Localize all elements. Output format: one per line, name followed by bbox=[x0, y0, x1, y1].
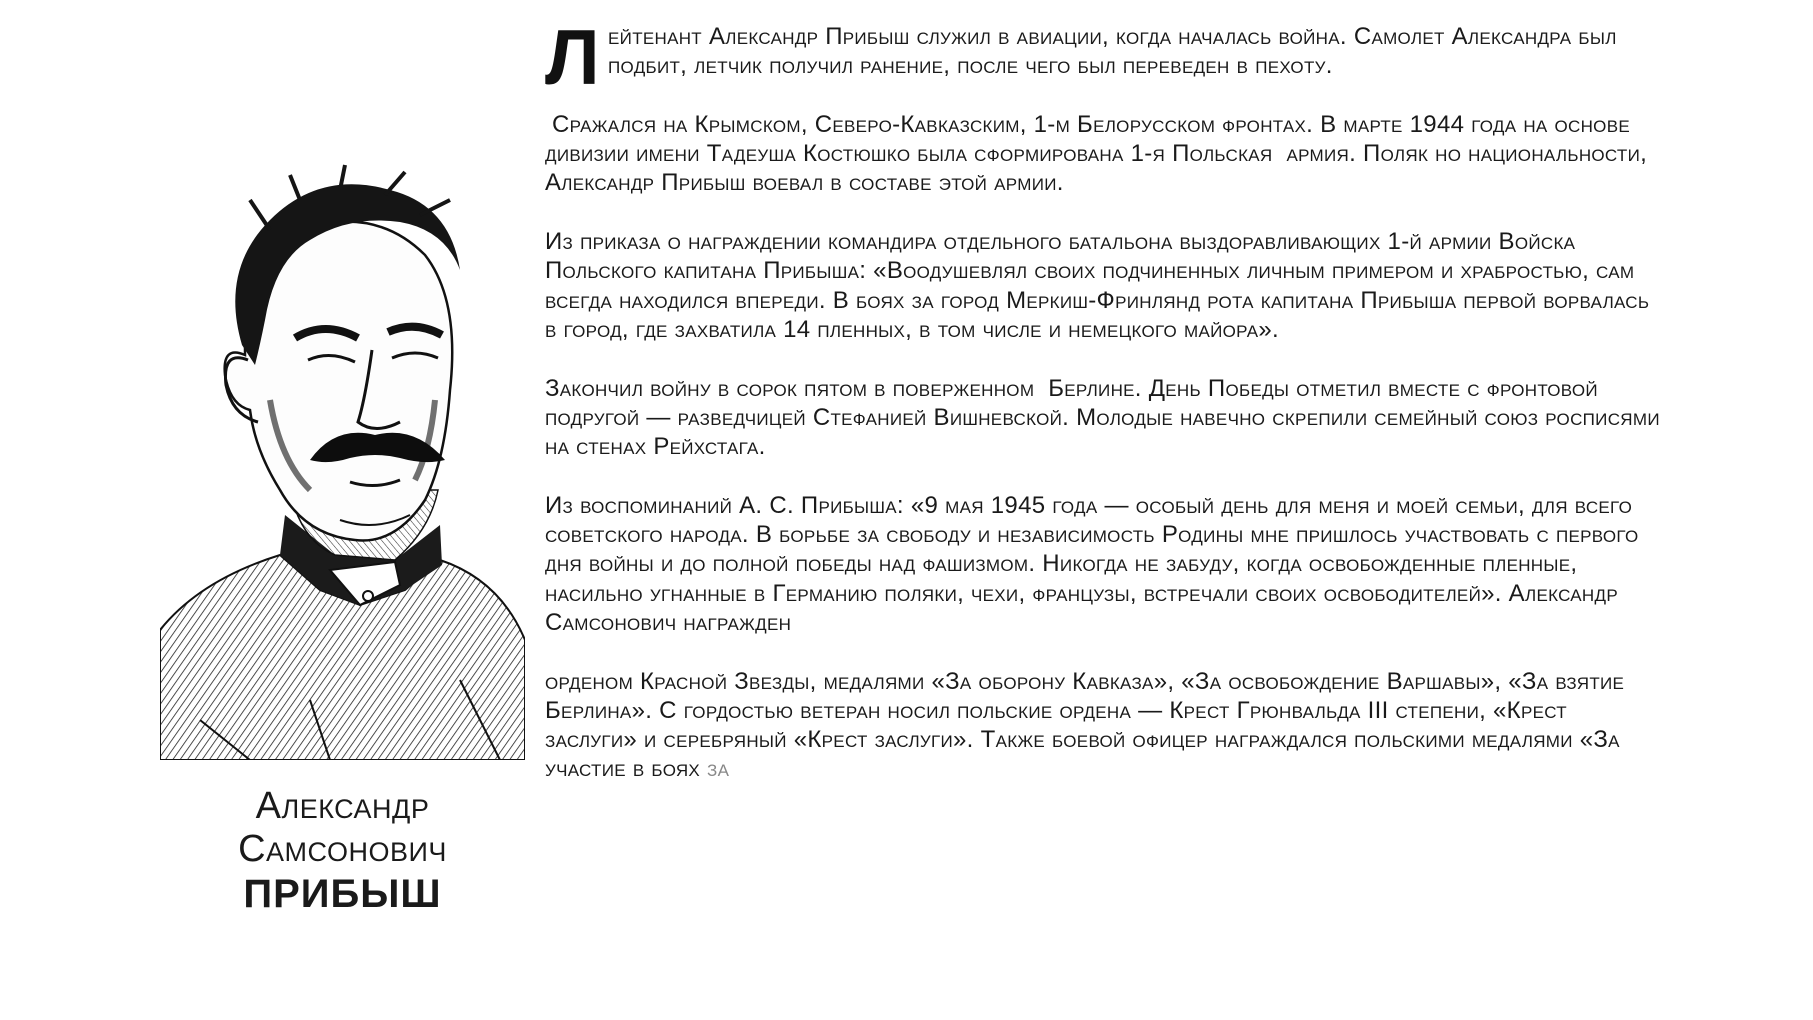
paragraph-6 bbox=[545, 667, 1665, 784]
paragraph-5: Из воспоминаний А. С. Прибыша: «9 мая 1945 года — особый день для меня и моей семьи, для всего советского народа. В борьбе за свободу и независимость Родины мне пришлось участвовать с первого дня войны и до полной победы над фашизмом. Никогда не забуду, когда освобожденные пленные, насильно угнанные в Германию поляки, чехи, французы, встречали своих освободителей». Александр Самсонович награжден bbox=[545, 491, 1639, 636]
portrait-caption bbox=[160, 785, 525, 917]
paragraph-1 bbox=[545, 13, 1665, 101]
caption-patronymic: Самсонович bbox=[238, 828, 447, 870]
drop-cap: Л bbox=[545, 13, 601, 101]
paragraph-1-text: ейтенант Александр Прибыш служил в авиации, когда началась война. Самолет Александра был подбит, летчик получил ранение, после чего был переведен в пехоту. bbox=[608, 23, 1617, 80]
paragraph-6-text: орденом Красной Звезды, медалями «За оборону Кавказа», «За освобождение Варшавы», «За взятие Берлина». С гордостью ветеран носил польские ордена — Крест Грюнвальда III степени, «Крест заслуги» и серебряный «Крест заслуги». Также боевой офицер награждался польскими медалями «За участие в боях bbox=[545, 667, 1632, 783]
caption-first-name: Александр bbox=[255, 785, 430, 827]
paragraph-4: Закончил войну в сорок пятом в поверженном Берлине. День Победы отметил вместе с фронтовой подругой — разведчицей Стефанией Вишневской. Молодые навечно скрепили семейный союз росписями на стенах Рейхстага. bbox=[545, 374, 1667, 461]
paragraph-2: Сражался на Крымском, Северо-Кавказским, 1-м Белорусском фронтах. В марте 1944 года на основе дивизии имени Тадеуша Костюшко была сформирована 1-я Польская армия. Поляк но национальности, Александр Прибыш воевал в составе этой армии. bbox=[545, 110, 1655, 197]
paragraph-3: Из приказа о награждении командира отдельного батальона выздоравливающих 1-й армии Войска Польского капитана Прибыша: «Воодушевлял своих подчиненных личным примером и храбростью, сам всегда находился впереди. В боях за город Меркиш-Фринлянд рота капитана Прибыша первой ворвалась в город, где захватила 14 пленных, в том числе и немецкого майора». bbox=[545, 228, 1650, 343]
biography-article bbox=[545, 13, 1667, 813]
portrait-illustration bbox=[160, 160, 525, 760]
paragraph-6-tail: за bbox=[707, 755, 730, 783]
portrait-drawing bbox=[160, 160, 525, 760]
caption-last-name: ПРИБЫШ bbox=[243, 872, 442, 916]
